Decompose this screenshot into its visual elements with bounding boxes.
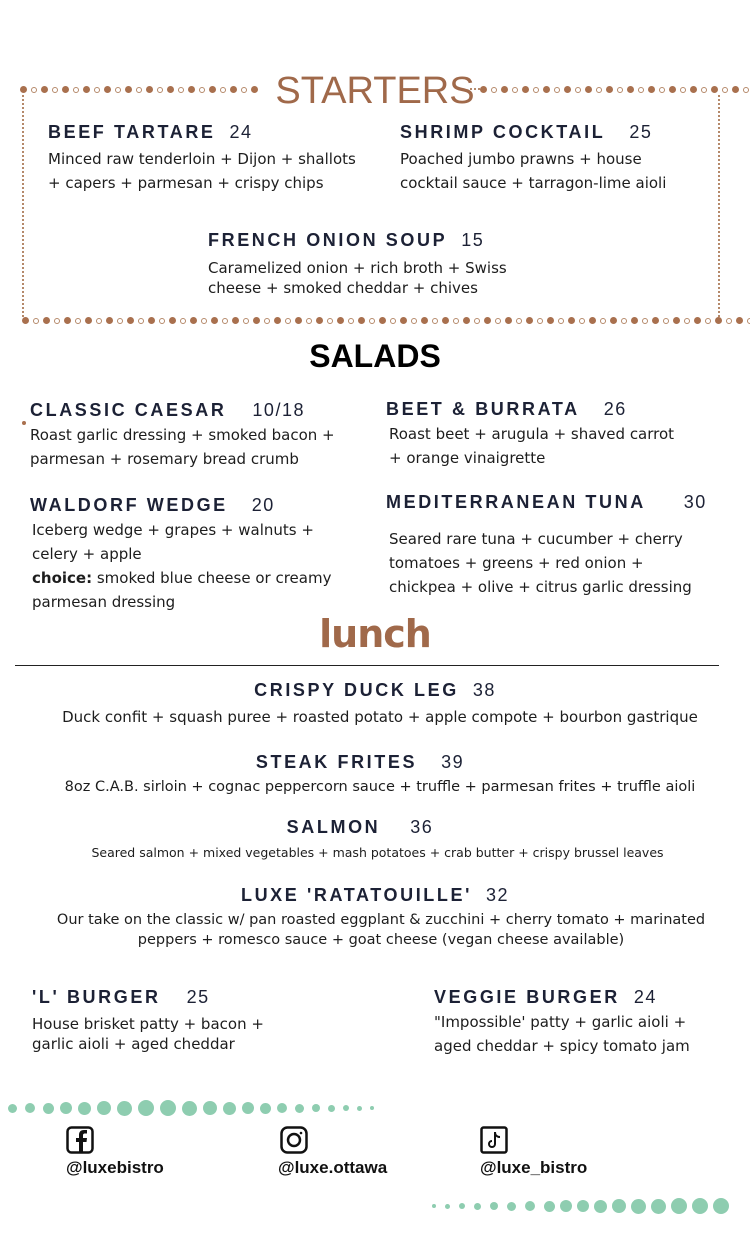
dot bbox=[75, 318, 81, 324]
item-price: 38 bbox=[472, 680, 496, 700]
lunch-heading: lunch bbox=[319, 612, 431, 656]
dot bbox=[260, 1103, 271, 1114]
item-desc: "Impossible' patty + garlic aioli + bbox=[434, 1013, 687, 1031]
dot bbox=[97, 1101, 111, 1115]
dot bbox=[589, 317, 596, 324]
dot bbox=[736, 317, 743, 324]
dot bbox=[411, 318, 417, 324]
item-name: BEEF TARTARE bbox=[48, 122, 216, 142]
item-name: FRENCH ONION SOUP bbox=[208, 230, 448, 250]
menu-item bbox=[32, 987, 264, 1054]
dot bbox=[663, 318, 669, 324]
starters-heading: STARTERS bbox=[275, 70, 475, 112]
dot bbox=[138, 1100, 154, 1116]
dot bbox=[445, 1204, 450, 1209]
dot bbox=[421, 317, 428, 324]
item-price: 25 bbox=[629, 122, 653, 142]
item-price: 24 bbox=[633, 987, 657, 1007]
dot bbox=[705, 318, 711, 324]
dot bbox=[25, 1103, 35, 1113]
item-desc: Seared rare tuna + cucumber + cherry bbox=[389, 530, 683, 548]
item-price: 30 bbox=[683, 492, 707, 512]
menu-item bbox=[386, 399, 674, 470]
item-name: BEET & BURRATA bbox=[386, 399, 580, 419]
dot bbox=[180, 318, 186, 324]
dot bbox=[442, 317, 449, 324]
dot bbox=[612, 1199, 626, 1213]
item-desc: parmesan dressing bbox=[32, 593, 176, 611]
dot bbox=[148, 317, 155, 324]
dot bbox=[505, 317, 512, 324]
dot bbox=[8, 1104, 17, 1113]
menu-item bbox=[0, 885, 750, 950]
item-desc: celery + apple bbox=[32, 545, 142, 563]
dot bbox=[390, 318, 396, 324]
dot bbox=[343, 1105, 349, 1111]
item-desc: chickpea + olive + citrus garlic dressing bbox=[389, 578, 692, 596]
item-desc: Caramelized onion + rich broth + Swiss bbox=[208, 259, 507, 277]
dot bbox=[117, 318, 123, 324]
dot bbox=[537, 318, 543, 324]
dot bbox=[106, 317, 113, 324]
item-name: LUXE 'RATATOUILLE' bbox=[240, 885, 472, 905]
instagram-icon[interactable] bbox=[280, 1126, 308, 1154]
dot bbox=[327, 318, 333, 324]
item-price: 26 bbox=[603, 399, 627, 419]
dot bbox=[673, 317, 680, 324]
menu-item bbox=[208, 230, 507, 298]
dot bbox=[432, 1204, 436, 1208]
dot bbox=[223, 1102, 236, 1115]
dot bbox=[713, 1198, 729, 1214]
dot bbox=[370, 1106, 374, 1110]
dot bbox=[243, 318, 249, 324]
dot bbox=[671, 1198, 687, 1214]
item-name: CLASSIC CAESAR bbox=[30, 400, 227, 420]
item-price: 24 bbox=[229, 122, 253, 142]
menu-item bbox=[0, 752, 750, 799]
item-price: 39 bbox=[441, 752, 465, 772]
item-desc: Minced raw tenderloin + Dijon + shallots bbox=[48, 150, 356, 168]
item-desc: House brisket patty + bacon + bbox=[32, 1015, 264, 1033]
divider bbox=[15, 665, 719, 666]
dot bbox=[621, 318, 627, 324]
dot bbox=[400, 317, 407, 324]
item-desc: Seared salmon + mixed vegetables + mash potatoes + crab butter + crispy brussel leaves bbox=[91, 845, 664, 860]
dot bbox=[138, 318, 144, 324]
dot bbox=[127, 317, 134, 324]
dot bbox=[316, 317, 323, 324]
dot bbox=[726, 318, 732, 324]
dot bbox=[33, 318, 39, 324]
item-desc: + capers + parmesan + crispy chips bbox=[48, 174, 324, 192]
dot bbox=[507, 1202, 516, 1211]
item-name: STEAK FRITES bbox=[255, 752, 418, 772]
dot bbox=[694, 317, 701, 324]
dot bbox=[459, 1203, 465, 1209]
dot bbox=[651, 1199, 666, 1214]
dot bbox=[453, 318, 459, 324]
dot bbox=[484, 317, 491, 324]
choice-label: choice: bbox=[32, 569, 93, 587]
dot bbox=[312, 1104, 320, 1112]
item-desc: Our take on the classic w/ pan roasted eggplant & zucchini + cherry tomato + marinated bbox=[56, 912, 706, 928]
dot bbox=[295, 1104, 304, 1113]
item-desc: peppers + romesco sauce + goat cheese (vegan cheese available) bbox=[137, 932, 625, 948]
facebook-icon[interactable] bbox=[66, 1126, 94, 1154]
dot bbox=[264, 318, 270, 324]
dot bbox=[232, 317, 239, 324]
dot bbox=[295, 317, 302, 324]
dot bbox=[474, 1203, 481, 1210]
dot bbox=[328, 1105, 335, 1112]
dot bbox=[568, 317, 575, 324]
item-desc: tomatoes + greens + red onion + bbox=[389, 554, 644, 572]
dot bbox=[43, 317, 50, 324]
menu-item bbox=[0, 680, 750, 729]
dot bbox=[348, 318, 354, 324]
dot bbox=[277, 1103, 287, 1113]
menu-item bbox=[30, 495, 331, 614]
dot bbox=[182, 1101, 197, 1116]
dot bbox=[253, 317, 260, 324]
menu-item bbox=[400, 122, 666, 195]
dot bbox=[274, 317, 281, 324]
dot bbox=[547, 317, 554, 324]
facebook-handle[interactable]: @luxebistro bbox=[66, 1158, 164, 1177]
tiktok-handle[interactable]: @luxe_bistro bbox=[480, 1158, 588, 1177]
menu-item bbox=[434, 987, 690, 1058]
dot bbox=[600, 318, 606, 324]
dot bbox=[60, 1102, 72, 1114]
dot bbox=[64, 317, 71, 324]
item-desc: + orange vinaigrette bbox=[389, 449, 546, 467]
dot bbox=[379, 317, 386, 324]
dot bbox=[337, 317, 344, 324]
dot bbox=[610, 317, 617, 324]
menu-item bbox=[0, 817, 750, 865]
dot bbox=[369, 318, 375, 324]
item-desc: 8oz C.A.B. sirloin + cognac peppercorn sauce + truffle + parmesan frites + truffle aioli bbox=[64, 779, 696, 795]
item-desc: cheese + smoked cheddar + chives bbox=[208, 279, 478, 297]
dot bbox=[642, 318, 648, 324]
dot bbox=[560, 1200, 572, 1212]
item-desc: garlic aioli + aged cheddar bbox=[32, 1035, 235, 1053]
dot bbox=[203, 1101, 217, 1115]
dot bbox=[432, 318, 438, 324]
dot bbox=[631, 1199, 646, 1214]
item-desc: smoked blue cheese or creamy bbox=[92, 569, 332, 587]
dot bbox=[306, 318, 312, 324]
dot bbox=[211, 317, 218, 324]
item-name: VEGGIE BURGER bbox=[434, 987, 620, 1007]
dot bbox=[577, 1200, 589, 1212]
item-desc: Roast beet + arugula + shaved carrot bbox=[389, 425, 675, 443]
item-price: 32 bbox=[486, 885, 510, 905]
decorative-dots bbox=[22, 317, 750, 324]
dot bbox=[160, 1100, 176, 1116]
dot bbox=[652, 317, 659, 324]
dot bbox=[495, 318, 501, 324]
item-price: 36 bbox=[410, 817, 434, 837]
dot bbox=[463, 317, 470, 324]
item-name: SALMON bbox=[286, 817, 381, 837]
dot bbox=[544, 1201, 555, 1212]
dot bbox=[474, 318, 480, 324]
dot bbox=[525, 1201, 535, 1211]
dot bbox=[490, 1202, 498, 1210]
decorative-dot bbox=[22, 421, 26, 425]
menu-item bbox=[48, 122, 356, 195]
dot bbox=[22, 317, 29, 324]
item-name: SHRIMP COCKTAIL bbox=[400, 122, 606, 142]
item-name: 'L' BURGER bbox=[32, 987, 161, 1007]
item-name: MEDITERRANEAN TUNA bbox=[386, 492, 646, 512]
dot bbox=[96, 318, 102, 324]
dot bbox=[190, 317, 197, 324]
dot bbox=[715, 317, 722, 324]
item-price: 20 bbox=[251, 495, 275, 515]
dot bbox=[78, 1102, 91, 1115]
dot bbox=[54, 318, 60, 324]
salads-heading: SALADS bbox=[309, 338, 441, 374]
dot bbox=[169, 317, 176, 324]
instagram-handle[interactable]: @luxe.ottawa bbox=[278, 1158, 388, 1177]
dot bbox=[692, 1198, 708, 1214]
dot bbox=[358, 317, 365, 324]
dot bbox=[117, 1101, 132, 1116]
item-price: 15 bbox=[461, 230, 485, 250]
dot bbox=[684, 318, 690, 324]
item-price: 25 bbox=[186, 987, 210, 1007]
dot bbox=[85, 317, 92, 324]
item-desc: aged cheddar + spicy tomato jam bbox=[434, 1037, 690, 1055]
item-name: CRISPY DUCK LEG bbox=[254, 680, 459, 700]
dot bbox=[242, 1102, 254, 1114]
item-name: WALDORF WEDGE bbox=[30, 495, 228, 515]
item-desc: parmesan + rosemary bread crumb bbox=[30, 450, 299, 468]
menu-item bbox=[386, 492, 707, 599]
item-desc: Poached jumbo prawns + house bbox=[400, 150, 642, 168]
item-desc: Iceberg wedge + grapes + walnuts + bbox=[32, 521, 314, 539]
dot bbox=[201, 318, 207, 324]
item-desc: Duck confit + squash puree + roasted potato + apple compote + bourbon gastrique bbox=[62, 708, 698, 726]
dot bbox=[43, 1103, 54, 1114]
dot bbox=[526, 317, 533, 324]
item-desc: Roast garlic dressing + smoked bacon + bbox=[30, 426, 335, 444]
dot bbox=[222, 318, 228, 324]
dot bbox=[579, 318, 585, 324]
item-price: 10/18 bbox=[252, 400, 305, 420]
dot bbox=[631, 317, 638, 324]
dot bbox=[558, 318, 564, 324]
dot bbox=[285, 318, 291, 324]
tiktok-icon[interactable] bbox=[480, 1126, 508, 1154]
dot bbox=[516, 318, 522, 324]
dot bbox=[357, 1106, 362, 1111]
dot bbox=[159, 318, 165, 324]
dot bbox=[594, 1200, 607, 1213]
item-desc: cocktail sauce + tarragon-lime aioli bbox=[400, 174, 667, 192]
menu-item bbox=[30, 400, 335, 471]
